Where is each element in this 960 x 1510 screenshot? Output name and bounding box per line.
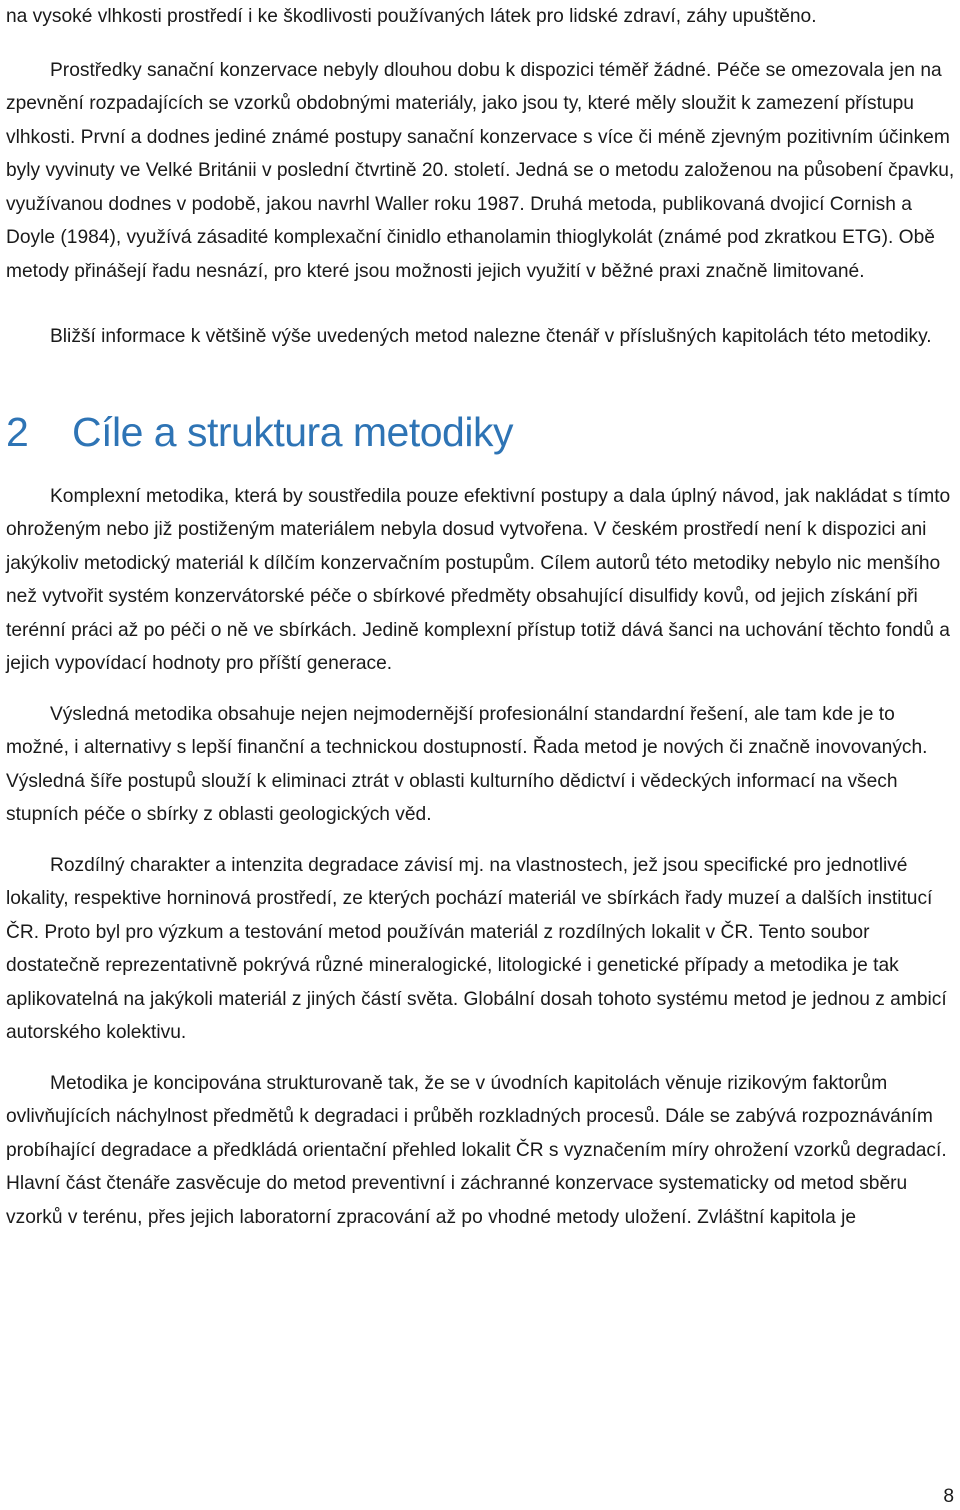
document-page — [6, 0, 956, 1234]
paragraph-further-info: Bližší informace k většině výše uvedených metod nalezne čtenář v příslušných kapitolách této metodiky. — [50, 326, 932, 347]
section-heading — [6, 402, 956, 462]
paragraph-goals: Komplexní metodika, která by soustředila pouze efektivní postupy a dala úplný návod, jak nakládat s tímto ohroženým nebo již postiženým materiálem nebyla dosud vytvořena. V českém prostředí není k dispozici ani jakýkoliv metodický materiál k dílčím konzervačním postupům. Cílem autorů této metodiky nebylo nic menšího než vytvořit systém konzervátorské péče o sbírkové předměty obsahující disulfidy kovů, od jejich získání při terénní práci až po péči o ně ve sbírkách. Jedině komplexní přístup totiž dává šanci na uchování těchto fondů a jejich vypovídací hodnoty pro příští generace. — [6, 485, 951, 674]
page-number: 8 — [943, 1486, 954, 1507]
section-number: 2 — [6, 408, 29, 455]
section-title: Cíle a struktura metodiky — [72, 408, 513, 455]
paragraph-continued: na vysoké vlhkosti prostředí i ke škodlivosti používaných látek pro lidské zdraví, záhy upuštěno. — [6, 6, 817, 27]
paragraph-degradation: Rozdílný charakter a intenzita degradace závisí mj. na vlastnostech, jež jsou specifické pro jednotlivé lokality, respektive horninová prostředí, ze kterých pochází materiál ve sbírkách řady muzeí a dalších institucí ČR. Proto byl pro výzkum a testování metod používán materiál z rozdílných lokalit v ČR. Tento soubor dostatečně reprezentativně pokrývá různé mineralogické, litologické i genetické případy a metodika je tak aplikovatelná na jakýkoli materiál z jiných částí světa. Globální dosah tohoto systému metod je jednou z ambicí autorského kolektivu. — [6, 854, 947, 1043]
paragraph-sanation-history: Prostředky sanační konzervace nebyly dlouhou dobu k dispozici téměř žádné. Péče se omezovala jen na zpevnění rozpadajících se vzorků obdobnými materiály, jako jsou ty, které měly sloužit k zamezení přístupu vlhkosti. První a dodnes jediné známé postupy sanační konzervace s více či méně zjevným pozitivním účinkem byly vyvinuty ve Velké Británii v poslední čtvrtině 20. století. Jedná se o metodu založenou na působení čpavku, využívanou dodnes v podobě, jakou navrhl Waller roku 1987. Druhá metoda, publikovaná dvojicí Cornish a Doyle (1984), využívá zásadité komplexační činidlo ethanolamin thioglykolát (známé pod zkratkou ETG). Obě metody přinášejí řadu nesnází, pro které jsou možnosti jejich využití v běžné praxi značně limitované. — [6, 59, 955, 282]
paragraph-structure: Metodika je koncipována strukturovaně tak, že se v úvodních kapitolách věnuje rizikovým faktorům ovlivňujících náchylnost předmětů k degradaci i průběh rozkladných procesů. Dále se zabývá rozpoznáváním probíhající degradace a předkládá orientační přehled lokalit ČR s vyznačením míry ohrožení vzorků degradací. Hlavní část čtenáře zasvěcuje do metod preventivní i záchranné konzervace systematicky od metod sběru vzorků v terénu, přes jejich laboratorní zpracování až po vhodné metody uložení. Zvláštní kapitola je — [6, 1072, 947, 1228]
paragraph-result: Výsledná metodika obsahuje nejen nejmodernější profesionální standardní řešení, ale tam kde je to možné, i alternativy s lepší finanční a technickou dostupností. Řada metod je nových či značně inovovaných. Výsledná šíře postupů slouží k eliminaci ztrát v oblasti kulturního dědictví i vědeckých informací na všech stupních péče o sbírky z oblasti geologických věd. — [6, 703, 928, 825]
